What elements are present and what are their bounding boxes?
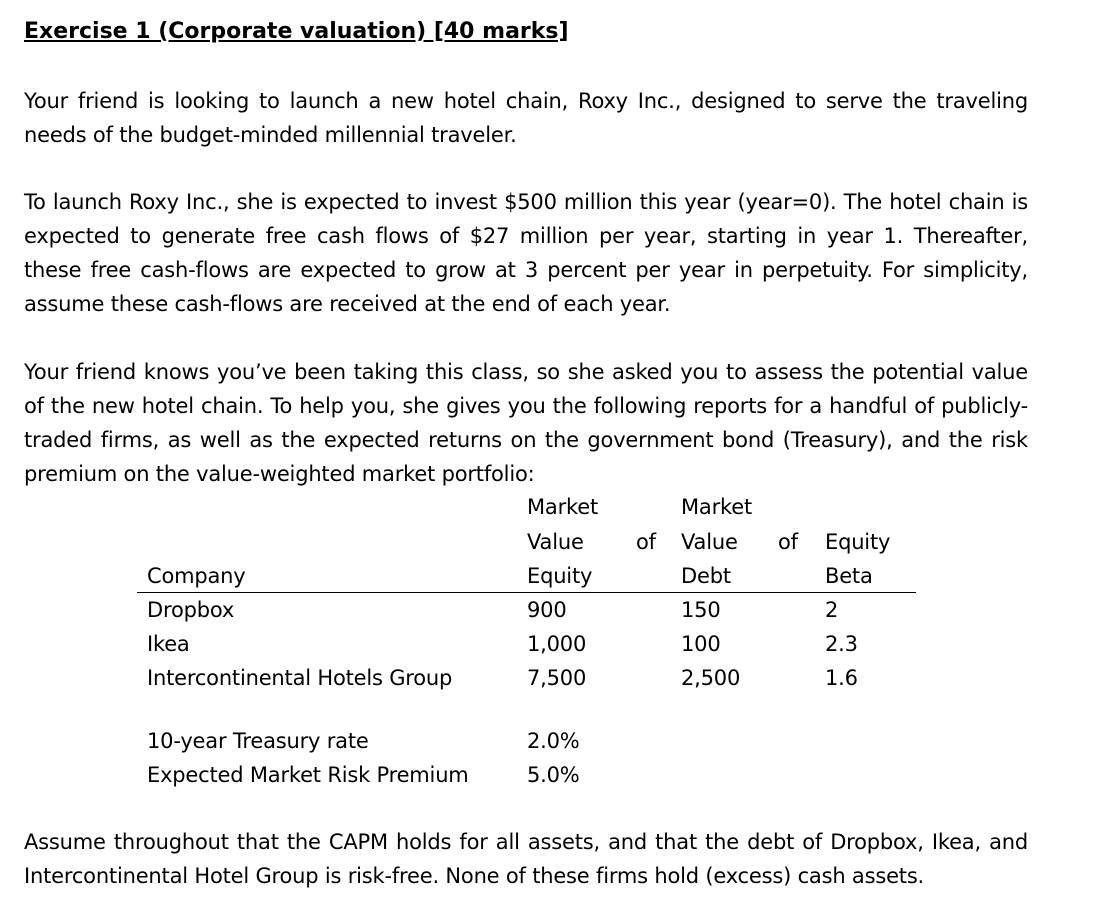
table-row-company: Ikea (147, 632, 190, 656)
market-risk-premium-label: Expected Market Risk Premium (147, 763, 469, 787)
table-row-beta: 2 (825, 598, 839, 622)
header-debt-of: of (778, 530, 798, 554)
header-debt-line3: Debt (681, 564, 731, 588)
header-equity-of: of (636, 530, 656, 554)
investment-paragraph: To launch Roxy Inc., she is expected to invest $500 million this year (year=0). The hotel chain is expected to generate free cash flows of $27 million per year, starting in year 1. Thereafter, these free cash-flows are expected to grow at 3 percent per year in perpetuity. For simplicity, assume these cash-flows are received at the end of each year. (24, 190, 1028, 316)
exercise-title: Exercise 1 (Corporate valuation) [40 marks] (24, 19, 569, 44)
table-row-equity: 1,000 (527, 632, 587, 656)
assumption-paragraph: Assume throughout that the CAPM holds for all assets, and that the debt of Dropbox, Ikea, and Intercontinental Hotel Group is risk-free. None of these firms hold (excess) cash assets. (24, 830, 1028, 888)
table-row-debt: 150 (681, 598, 721, 622)
header-equity-line1: Market (527, 495, 598, 519)
table-row-equity: 900 (527, 598, 567, 622)
table-row-beta: 1.6 (825, 666, 858, 690)
table-row-debt: 100 (681, 632, 721, 656)
header-company: Company (147, 564, 246, 588)
market-risk-premium-value: 5.0% (527, 763, 580, 787)
request-paragraph: Your friend knows you’ve been taking this class, so she asked you to assess the potential value of the new hotel chain. To help you, she gives you the following reports for a handful of publicly-traded firms, as well as the expected returns on the government bond (Treasury), and the risk premium on the value-weighted market portfolio: (24, 360, 1028, 486)
header-equity-line3: Equity (527, 564, 593, 588)
table-row-beta: 2.3 (825, 632, 858, 656)
treasury-rate-value: 2.0% (527, 729, 580, 753)
intro-paragraph: Your friend is looking to launch a new hotel chain, Roxy Inc., designed to serve the traveling needs of the budget-minded millennial traveler. (24, 89, 1028, 147)
table-row-debt: 2,500 (681, 666, 741, 690)
header-debt-line2: Value (681, 530, 738, 554)
table-row-company: Intercontinental Hotels Group (147, 666, 453, 690)
treasury-rate-label: 10-year Treasury rate (147, 729, 369, 753)
header-debt-line1: Market (681, 495, 752, 519)
table-row-company: Dropbox (147, 598, 235, 622)
header-equity-line2: Value (527, 530, 584, 554)
header-beta-line1: Equity (825, 530, 891, 554)
header-beta-line2: Beta (825, 564, 873, 588)
table-row-equity: 7,500 (527, 666, 587, 690)
